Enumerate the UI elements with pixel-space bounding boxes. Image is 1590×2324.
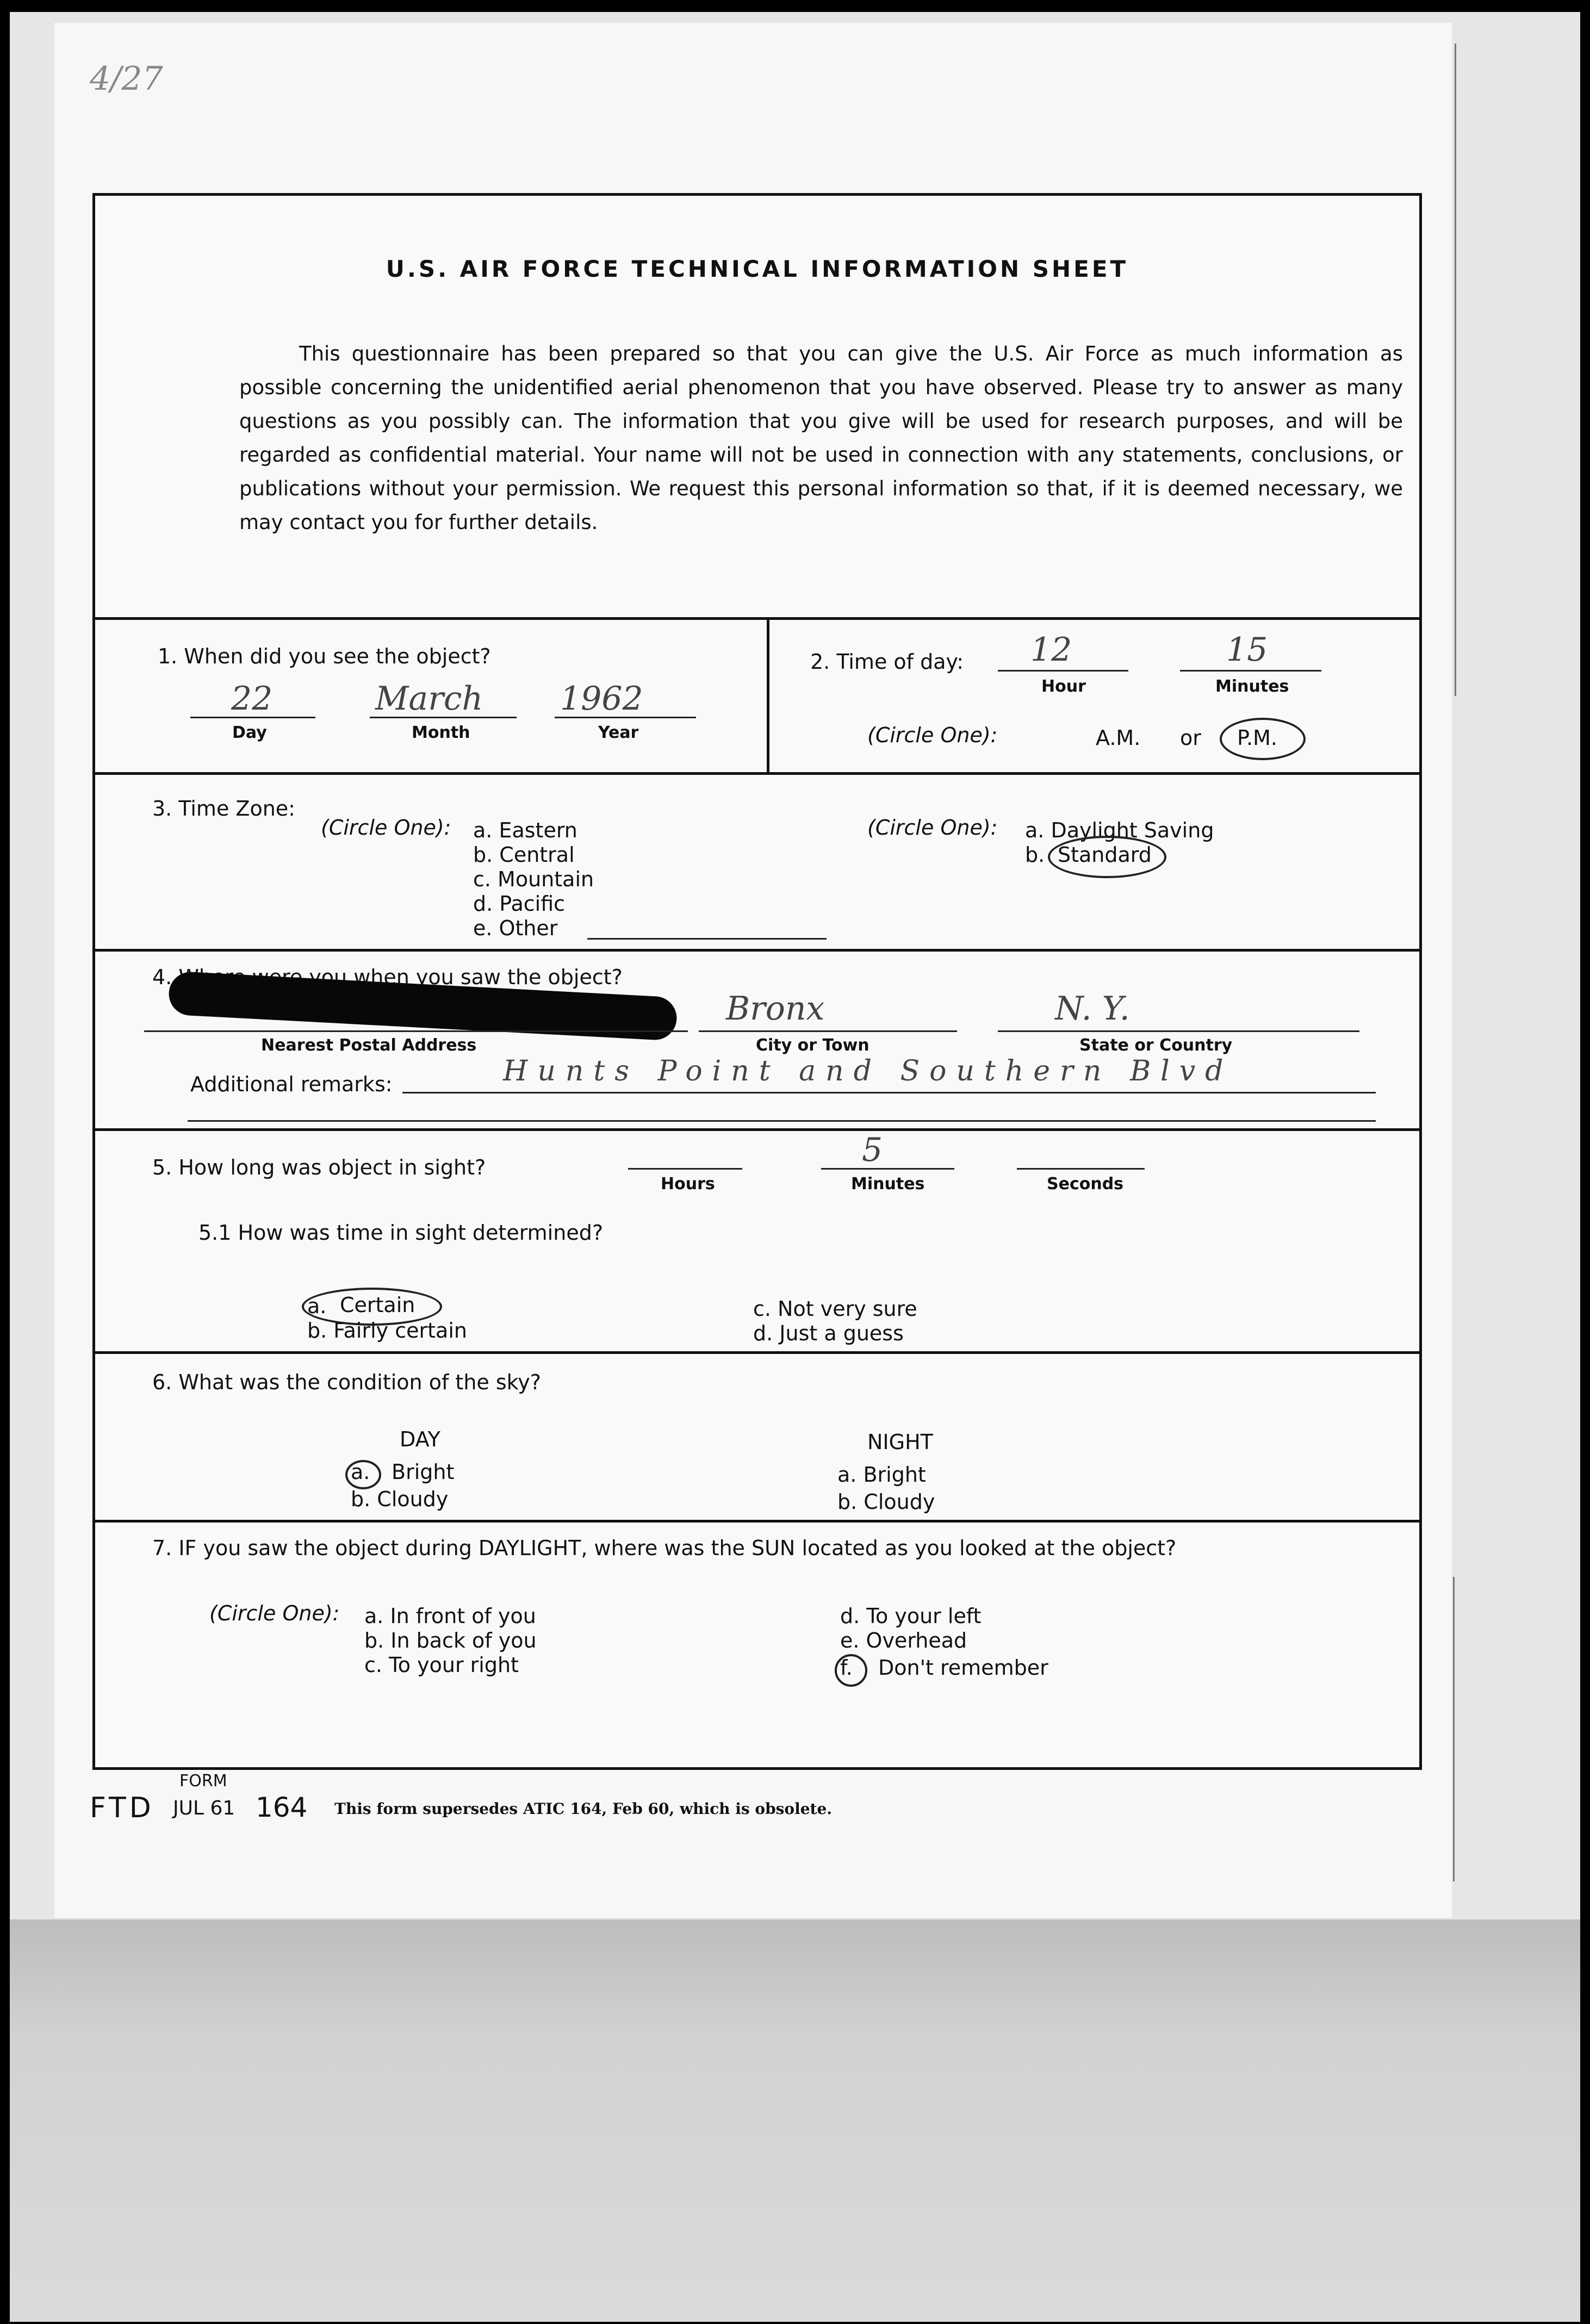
section-q7 — [95, 1520, 1419, 1770]
right-edge-mark-lower — [1453, 1577, 1455, 1881]
q2-minutes-value: 15 — [1226, 631, 1268, 669]
q3-other-line — [587, 938, 827, 940]
q4-state-line — [998, 1030, 1359, 1032]
q3-option-mountain: c. Mountain — [473, 867, 594, 891]
q2-minutes-line — [1180, 670, 1321, 672]
q5-sub-question: 5.1 How was time in sight determined? — [198, 1221, 603, 1245]
right-edge-mark — [1455, 44, 1456, 696]
q5-seconds-line — [1017, 1168, 1145, 1170]
q6-night-heading: NIGHT — [867, 1430, 933, 1454]
q7-option-overhead: e. Overhead — [840, 1629, 967, 1652]
q2-hour-line — [998, 670, 1128, 672]
q3-option-other: e. Other — [473, 916, 558, 940]
q6-night-option-bright: a. Bright — [837, 1463, 926, 1487]
q2-circle-one: (Circle One): — [867, 723, 998, 747]
q4-address-label: Nearest Postal Address — [261, 1036, 477, 1055]
footer-note: This form supersedes ATIC 164, Feb 60, which is obsolete. — [334, 1800, 833, 1818]
q6-day-option-a: a. — [351, 1460, 370, 1484]
q7-option-in-front: a. In front of you — [364, 1604, 536, 1628]
section-q3 — [95, 772, 1419, 952]
q6-bright-circle — [345, 1460, 381, 1489]
q7-option-left: d. To your left — [840, 1604, 982, 1628]
q3-circle-one-2: (Circle One): — [867, 816, 998, 840]
q7-question: 7. IF you saw the object during DAYLIGHT, where was the SUN located as you looked at the object? — [152, 1536, 1177, 1560]
q6-day-option-cloudy: b. Cloudy — [351, 1487, 449, 1511]
q4-city-value: Bronx — [726, 990, 825, 1028]
q1-month-line — [370, 717, 517, 718]
footer-form-word: FORM — [179, 1772, 227, 1791]
section-q4 — [95, 949, 1419, 1131]
q1-day-line — [190, 717, 315, 718]
section-q5 — [95, 1128, 1419, 1354]
q4-city-label: City or Town — [756, 1036, 869, 1055]
q5-hours-label: Hours — [661, 1175, 715, 1194]
section-q6 — [95, 1351, 1419, 1523]
q3-option-daylight-saving: a. Daylight Saving — [1025, 818, 1214, 842]
q5-option-fairly-certain: b. Fairly certain — [307, 1319, 467, 1343]
q4-address-line — [144, 1030, 688, 1032]
q5-minutes-line — [821, 1168, 954, 1170]
q6-night-option-cloudy: b. Cloudy — [837, 1490, 935, 1514]
q1-question: 1. When did you see the object? — [158, 644, 491, 668]
q2-hour-value: 12 — [1030, 631, 1072, 669]
q5-option-a: a. — [307, 1294, 327, 1318]
q1-month-value: March — [375, 680, 483, 718]
q7-circle-one: (Circle One): — [209, 1601, 340, 1625]
q4-remarks-value: Hunts Point and Southern Blvd — [503, 1055, 1233, 1088]
q4-question: 4. Where were you when you saw the object? — [152, 965, 623, 989]
q3-question: 3. Time Zone: — [152, 797, 295, 821]
section-q1-q2 — [95, 617, 1419, 775]
q2-question: 2. Time of day: — [810, 650, 964, 674]
q3-circle-one: (Circle One): — [321, 816, 451, 840]
film-lower-area — [10, 1919, 1580, 2322]
q3-option-pacific: d. Pacific — [473, 892, 566, 916]
q5-minutes-label: Minutes — [851, 1175, 925, 1194]
q5-hours-line — [628, 1168, 742, 1170]
q2-minutes-label: Minutes — [1215, 677, 1289, 696]
intro-paragraph: This questionnaire has been prepared so that you can give the U.S. Air Force as much information as possible concerning the unidentified aerial phenomenon that you have observed. Please try to answer as many questions as you possibly can. The information that you give will be used for research purposes, and will be regarded as confidential material. Your name will not be used in connection with any statements, conclusions, or publications without your permission. We request this personal information so that, if it is deemed necessary, we may contact you for further details. — [239, 342, 1403, 534]
q2-am: A.M. — [1096, 726, 1141, 750]
q1-day-label: Day — [232, 723, 267, 742]
q6-day-option-bright: Bright — [392, 1460, 455, 1484]
q1-year-label: Year — [598, 723, 639, 742]
footer-number: 164 — [256, 1792, 308, 1823]
q2-pm-circle — [1220, 718, 1306, 760]
q5-seconds-label: Seconds — [1047, 1175, 1124, 1194]
q4-remarks-label: Additional remarks: — [190, 1072, 393, 1096]
q1-year-value: 1962 — [560, 680, 643, 718]
q3-option-standard: Standard — [1058, 843, 1152, 867]
q5-question: 5. How long was object in sight? — [152, 1155, 486, 1179]
q2-or: or — [1180, 726, 1201, 750]
q4-city-line — [699, 1030, 957, 1032]
q4-remarks-line — [402, 1092, 1376, 1093]
q3-option-eastern: a. Eastern — [473, 818, 577, 842]
q3-standard-circle — [1048, 836, 1166, 878]
q7-option-right: c. To your right — [364, 1653, 519, 1677]
q3-option-central: b. Central — [473, 843, 575, 867]
q5-minutes-value: 5 — [862, 1131, 883, 1169]
q7-f-circle — [835, 1654, 867, 1687]
q2-hour-label: Hour — [1041, 677, 1086, 696]
technical-information-form — [92, 193, 1422, 1770]
q5-option-certain: Certain — [340, 1293, 415, 1317]
q5-option-not-very-sure: c. Not very sure — [753, 1297, 917, 1321]
divider-vertical — [767, 620, 769, 775]
q3-option-b: b. — [1025, 843, 1045, 867]
q6-question: 6. What was the condition of the sky? — [152, 1370, 541, 1394]
q4-remarks-line-2 — [188, 1120, 1376, 1122]
form-title: U.S. AIR FORCE TECHNICAL INFORMATION SHEET — [386, 256, 1129, 282]
footer-ftd: FTD — [90, 1792, 154, 1824]
q1-month-label: Month — [412, 723, 470, 742]
q1-day-value: 22 — [231, 680, 273, 718]
q1-year-line — [555, 717, 696, 718]
q4-state-value: N. Y. — [1055, 990, 1130, 1028]
q7-option-in-back: b. In back of you — [364, 1629, 537, 1652]
q6-day-heading: DAY — [400, 1427, 440, 1451]
pencil-note: 4/27 — [90, 60, 163, 98]
q7-option-f: f. — [840, 1656, 853, 1680]
footer-date: JUL 61 — [173, 1797, 235, 1819]
q5-option-just-a-guess: d. Just a guess — [753, 1321, 904, 1345]
q7-option-dont-remember: Don't remember — [878, 1656, 1048, 1680]
q2-pm: P.M. — [1237, 726, 1277, 750]
q4-state-label: State or Country — [1079, 1036, 1233, 1055]
